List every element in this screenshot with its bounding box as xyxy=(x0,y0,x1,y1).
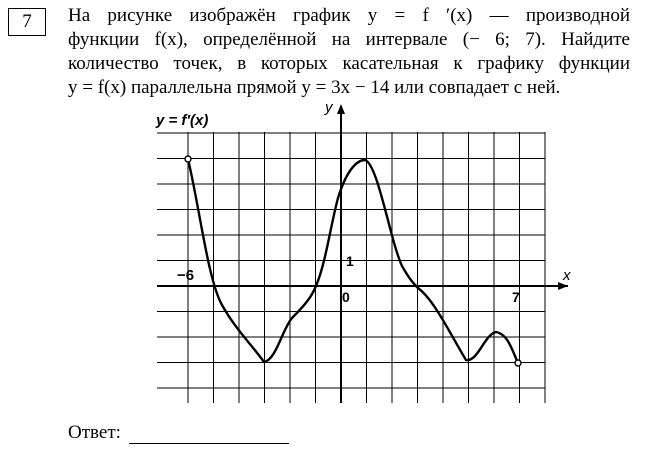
tick-label-x-7: 7 xyxy=(512,289,520,305)
problem-line-1: На рисунке изображён график y = f ′(x) — производной xyxy=(68,5,630,26)
x-axis-label: x xyxy=(563,267,571,284)
task-number: 7 xyxy=(8,8,46,36)
function-label: y = f′(x) xyxy=(156,112,209,129)
open-endpoint-right xyxy=(515,360,521,366)
tick-label-x-minus-6: −6 xyxy=(177,267,195,284)
problem-line-2: функции f(x), определённой на интервале (− 6; 7). Найдите xyxy=(68,29,630,50)
answer-area xyxy=(68,422,289,444)
origin-label: 0 xyxy=(342,289,350,305)
answer-label: Ответ: xyxy=(68,422,121,443)
problem-line-4: y = f(x) параллельна прямой y = 3x − 14 или совпадает с ней. xyxy=(68,77,561,98)
answer-blank[interactable] xyxy=(129,426,289,444)
problem-line-3: количество точек, в которых касательная к графику функции xyxy=(68,53,630,74)
tick-label-y-1: 1 xyxy=(346,253,354,269)
y-axis-label: y xyxy=(325,99,333,116)
y-axis-arrow xyxy=(337,104,345,114)
open-endpoint-left xyxy=(185,156,191,162)
